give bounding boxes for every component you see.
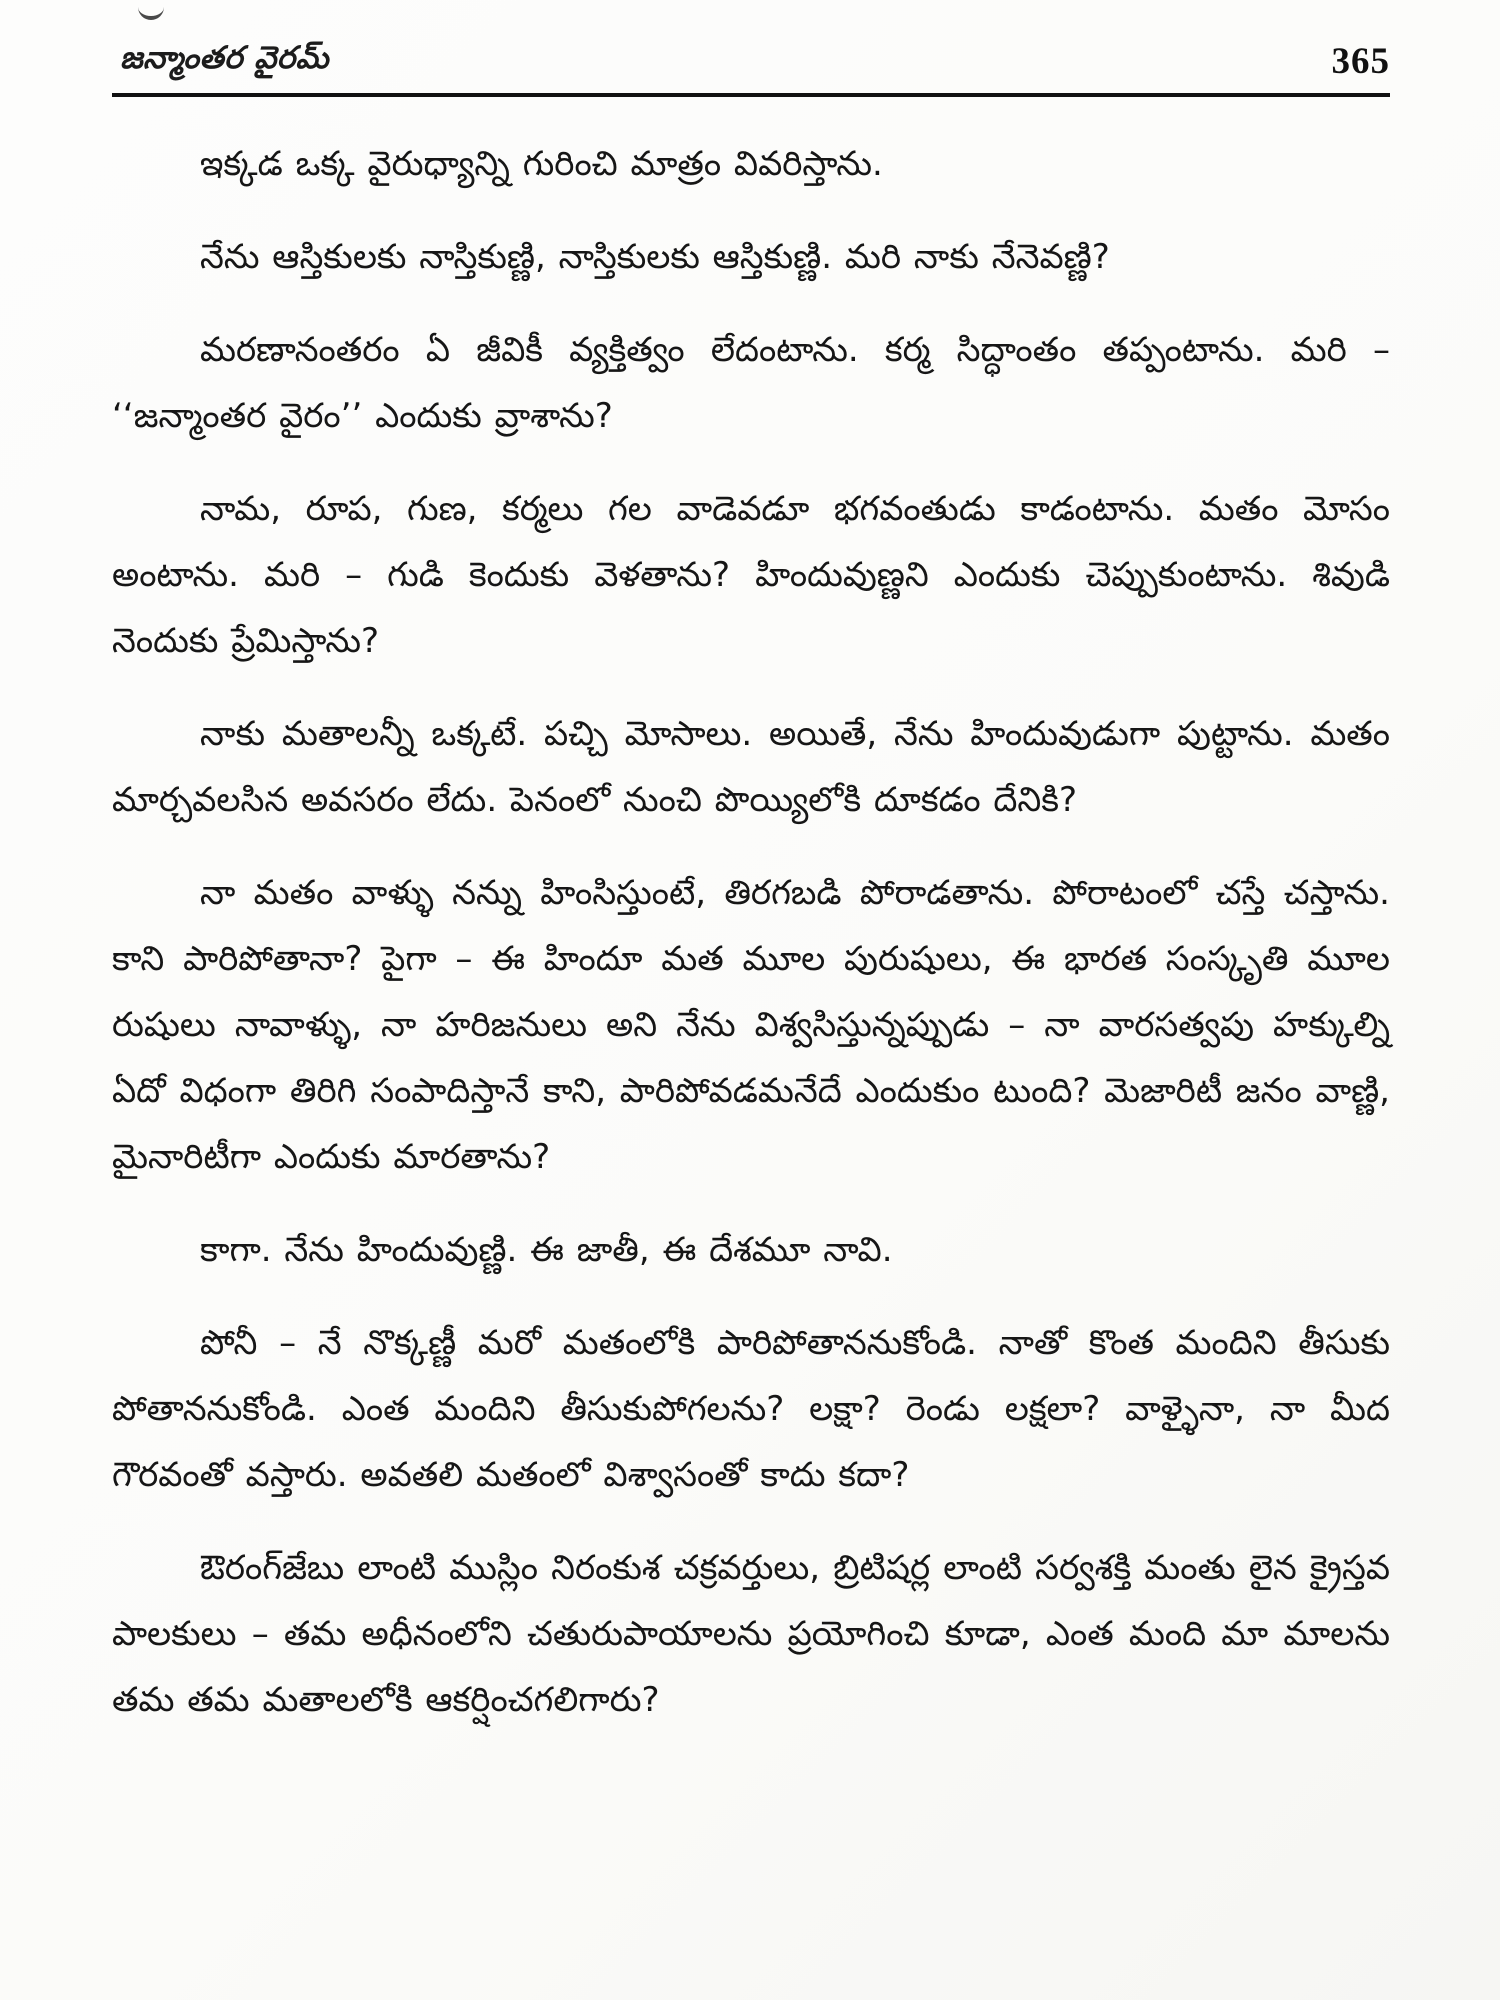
page-header bbox=[112, 40, 1390, 83]
page-number: 365 bbox=[1331, 41, 1390, 82]
paragraph-2: నేను ఆస్తికులకు నాస్తికుణ్ణి, నాస్తికులకు ఆస్తికుణ్ణి. మరి నాకు నేనెవణ్ణి? bbox=[200, 237, 1110, 277]
paragraph-5: నాకు మతాలన్నీ ఒక్కటే. పచ్చి మోసాలు. అయితే, నేను హిందువుడుగా పుట్టాను. మతం మార్చవలసిన అవసరం లేదు. పెనంలో నుంచి పొయ్యిలోకి దూకడం దేనికి? bbox=[112, 714, 1390, 820]
paragraph-9: ఔరంగ్‌జేబు లాంటి ముస్లిం నిరంకుశ చక్రవర్తులు, బ్రిటిషర్ల లాంటి సర్వశక్తి మంతు లైన క్రైస్తవ పాలకులు – తమ అధీనంలోని చతురుపాయాలను ప్రయోగించి కూడా, ఎంత మంది మా మాలను తమ తమ మతాలలోకి ఆకర్షించగలిగారు? bbox=[112, 1548, 1390, 1720]
page-body bbox=[112, 131, 1390, 1733]
running-title: జన్మాంతర వైరమ్ bbox=[120, 40, 329, 76]
paragraph-3: మరణానంతరం ఏ జీవికీ వ్యక్తిత్వం లేదంటాను. కర్మ సిద్ధాంతం తప్పంటాను. మరి – ‘‘జన్మాంతర వైరం’’ ఎందుకు వ్రాశాను? bbox=[112, 330, 1390, 436]
paragraph-4: నామ, రూప, గుణ, కర్మలు గల వాడెవడూ భగవంతుడు కాడంటాను. మతం మోసం అంటాను. మరి – గుడి కెందుకు వెళతాను? హిందువుణ్ణని ఎందుకు చెప్పుకుంటాను. శివుడి నెందుకు ప్రేమిస్తాను? bbox=[112, 489, 1390, 661]
paragraph-7: కాగా. నేను హిందువుణ్ణి. ఈ జాతీ, ఈ దేశమూ నావి. bbox=[200, 1230, 893, 1270]
paragraph-6: నా మతం వాళ్ళు నన్ను హింసిస్తుంటే, తిరగబడి పోరాడతాను. పోరాటంలో చస్తే చస్తాను. కాని పారిపోతానా? పైగా – ఈ హిందూ మత మూల పురుషులు, ఈ భారత సంస్కృతి మూల రుషులు నావాళ్ళు, నా హరిజనులు అని నేను విశ్వసిస్తున్నప్పుడు – నా వారసత్వపు హక్కుల్ని ఏదో విధంగా తిరిగి సంపాదిస్తానే కాని, పారిపోవడమనేదే ఎందుకుం టుంది? మెజారిటీ జనం వాణ్ణి, మైనారిటీగా ఎందుకు మారతాను? bbox=[112, 873, 1390, 1177]
header-divider bbox=[112, 93, 1390, 97]
paragraph-1: ఇక్కడ ఒక్క వైరుధ్యాన్ని గురించి మాత్రం వివరిస్తాను. bbox=[200, 144, 883, 184]
paragraph-8: పోనీ – నే నొక్కణ్ణీ మరో మతంలోకి పారిపోతాననుకోండి. నాతో కొంత మందిని తీసుకు పోతాననుకోండి. ఎంత మందిని తీసుకుపోగలను? లక్షా? రెండు లక్షలా? వాళ్ళైనా, నా మీద గౌరవంతో వస్తారు. అవతలి మతంలో విశ్వాసంతో కాదు కదా? bbox=[112, 1323, 1390, 1495]
